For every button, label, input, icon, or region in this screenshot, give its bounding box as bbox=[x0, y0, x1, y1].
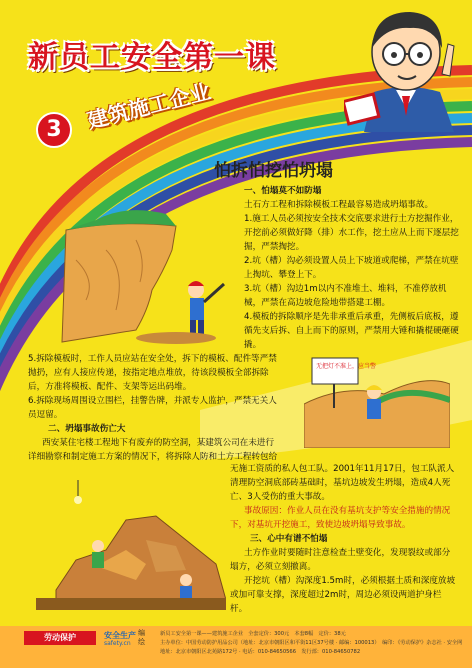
section-1-point-2: 2.坑（槽）沟必须设置人员上下坡道或爬梯，严禁在坑壁上掏坑、攀登上下。 bbox=[244, 256, 459, 280]
lesson-number-badge: 3 bbox=[36, 112, 72, 148]
section-3-para-1: 土方作业时要随时注意检查土壁变化，发现裂纹或部分塌方，必须立刻撤离。 bbox=[230, 548, 451, 572]
section-1-point-4: 4.模板的拆除顺序是先非承重后承重，先侧板后底板，遵循先支后拆、自上而下的原则，严禁用大锤和撬棍硬砸硬撬。 bbox=[244, 312, 459, 350]
poster-subtitle: 建筑施工企业 bbox=[84, 79, 214, 134]
text-block-3 bbox=[230, 462, 456, 616]
text-block-1 bbox=[244, 184, 460, 352]
teacher-illustration bbox=[344, 4, 468, 132]
section-2-para-2: 无施工资质的私人包工队。2001年11月17日，包工队派人清理防空洞底部砖基础时，基坑边坡发生坍塌，造成4人死亡、3人受伤的重大事故。 bbox=[230, 464, 455, 502]
poster-title: 新员工安全第一课 bbox=[28, 40, 276, 75]
safety-logo-sub: safety.cn bbox=[104, 640, 131, 647]
section-3-title: 三、心中有谱不怕塌 bbox=[250, 534, 328, 544]
section-1-point-3: 3.坑（槽）沟边1m以内不准堆土、堆料，不准停放机械，严禁在高边坡危险地带搭建工棚。 bbox=[244, 284, 447, 308]
section-1-point-5: 5.拆除模板时，工作人员应站在安全处，拆下的模板、配件等严禁抛扔，应有人接应传递，按指定地点堆放，待该段模板全部拆除后，方准将模板、配件、支架等运出码堆。 bbox=[28, 354, 277, 392]
section-2-reason: 事故原因：作业人员在没有基坑支护等安全措施的情况下，对基坑开挖施工，致使边坡坍塌导致事故。 bbox=[230, 506, 451, 530]
section-2-title: 二、坍塌事故伤亡大 bbox=[48, 424, 126, 434]
safety-logo: 安全生产 bbox=[104, 631, 136, 640]
footer-line-1: 新员工安全第一课——建筑施工企业 全套定价：300元 本套8幅 定价：38元 bbox=[160, 631, 346, 637]
footer-line-3: 地址：北京市朝阳区北苑路172号 · 电话：010-84650566 发行部：010-84650782 bbox=[160, 649, 361, 655]
section-1-point-1: 1.施工人员必须按安全技术交底要求进行土方挖掘作业，开挖前必须做好降（排）水工作，挖土应从上而下逐层挖掘，严禁掏挖。 bbox=[244, 214, 459, 252]
section-1-title: 一、怕塌莫不如防塌 bbox=[244, 186, 322, 196]
editor-label: 编绘 bbox=[138, 629, 145, 646]
section-2-para-1: 西安某住宅楼工程地下有废弃的防空洞，某建筑公司在未进行详细勘察和制定施工方案的情况下，将拆除人防和土方工程转包给 bbox=[28, 438, 278, 462]
section-heading: 怕拆怕挖怕坍塌 bbox=[214, 161, 333, 181]
section-3-para-2: 开挖坑（槽）沟深度1.5m时，必须根据土质和深度放坡或加可靠支撑，深度超过2m时，周边必须设两道护身栏杆。 bbox=[230, 576, 456, 614]
footer-line-2: 主办单位：中国劳动防护用品公司（地址：北京市朝阳区和平街11区37号楼 · 邮编：100013） 编印：《劳动保护》杂志社 · 安全网 bbox=[160, 640, 463, 646]
text-block-2 bbox=[28, 352, 282, 464]
section-1-point-6: 6.拆除现场周围设立围栏，挂警告牌，并派专人监护，严禁无关人员逗留。 bbox=[28, 396, 277, 420]
laodong-baohu-logo: 劳动保护 bbox=[24, 631, 96, 645]
worker-sign-illustration bbox=[304, 344, 450, 448]
collapse-accident-illustration bbox=[36, 480, 226, 610]
cliff-collapse-illustration bbox=[56, 190, 232, 350]
warning-sign-text: 无把灯不准上，应当警 bbox=[316, 363, 377, 370]
section-1-intro: 土石方工程和拆除模板工程最容易造成坍塌事故。 bbox=[244, 200, 434, 210]
